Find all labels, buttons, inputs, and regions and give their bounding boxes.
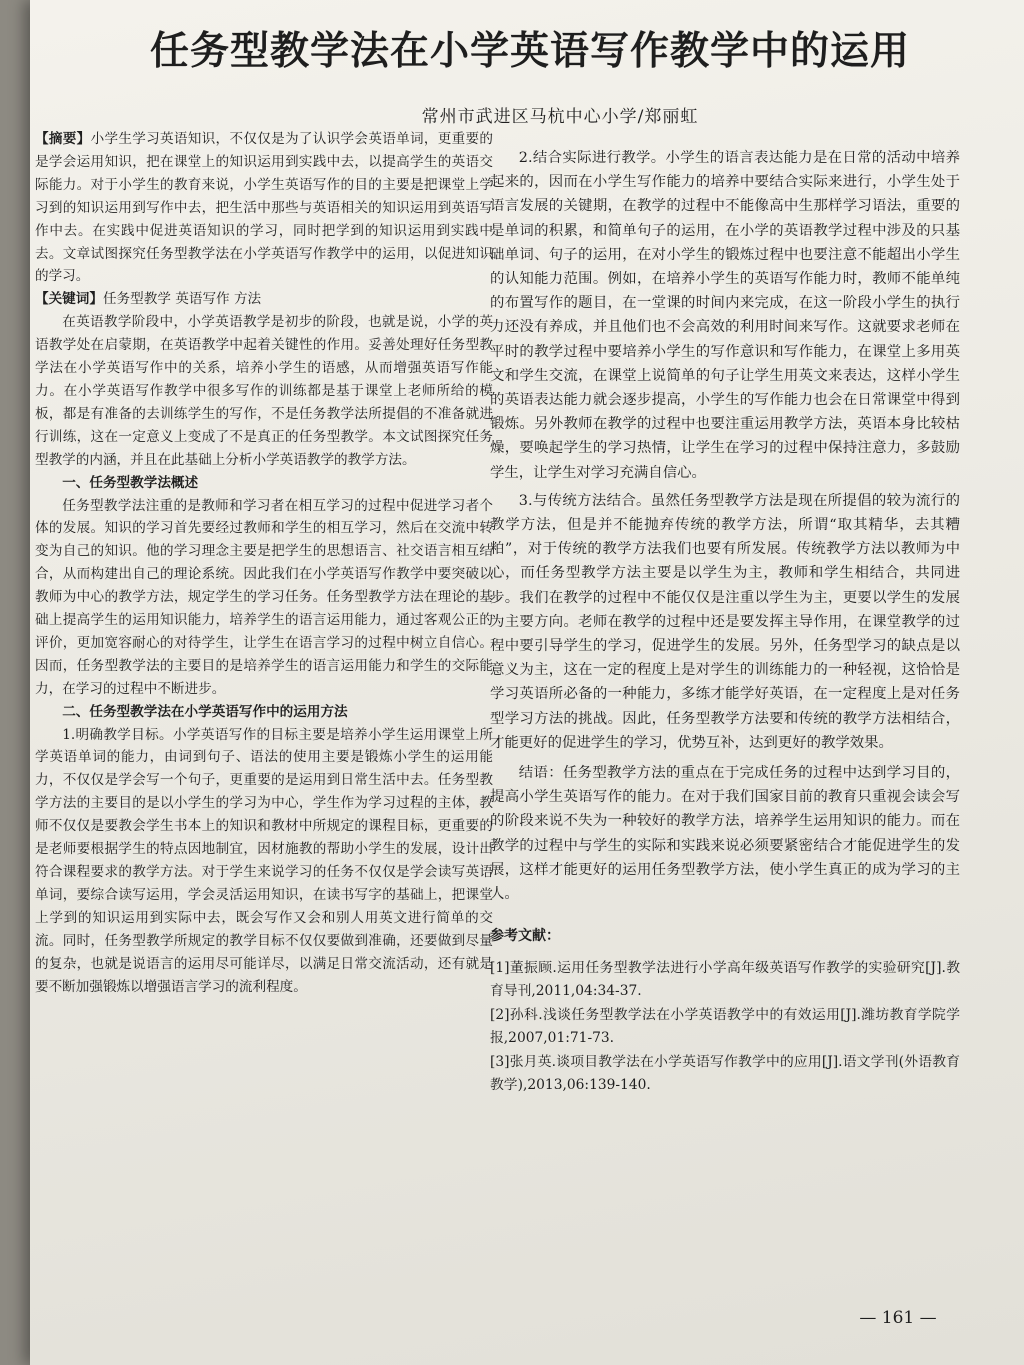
- references-title: 参考文献：: [490, 928, 560, 945]
- abstract-label: 【摘要】: [35, 131, 91, 147]
- intro-paragraph: 在英语教学阶段中，小学英语教学是初步的阶段，也就是说，小学的英语教学处在启蒙期，在英语教学中起着关键性的作用。妥善处理好任务型教学法在小学英语写作中的关系，培养小学生的语感，从而增强英语写作能力。在小学英语写作教学中很多写作的训练都是基于课堂上老师所给的模板，都是有准备的去训练学生的写作，不是任务教学法所提倡的不准备就进行训练，这在一定意义上变成了不是真正的任务型教学。本文试图探究任务型教学的内涵，并且在此基础上分析小学英语教学的教学方法。: [35, 314, 493, 468]
- reference-item: [1]董振顾.运用任务型教学法进行小学高年级英语写作教学的实验研究[J].教育导刊,2011,04:34-37.: [490, 959, 960, 999]
- page-number: — 161 —: [859, 1308, 937, 1328]
- section1-paragraph: 任务型教学法注重的是教师和学习者在相互学习的过程中促进学习者个体的发展。知识的学习首先要经过教师和学生的相互学习，然后在交流中转变为自己的知识。他的学习理念主要是把学生的思想语言、社交语言相互结合，从而构建出自己的理论系统。因此我们在小学英语写作教学中要突破以教师为中心的教学方法，规定学生的学习任务。任务型教学方法在理论的基础上提高学生的运用知识能力，培养学生的语言运用能力，通过客观公正的评价，更加宽容耐心的对待学生，让学生在语言学习的过程中树立自信心。因而，任务型教学法的主要目的是培养学生的语言运用能力和学生的交际能力，在学习的过程中不断进步。: [35, 497, 493, 697]
- point3-paragraph: 3.与传统方法结合。虽然任务型教学方法是现在所提倡的较为流行的教学方法，但是并不能抛弃传统的教学方法，所谓“取其精华，去其糟粕”，对于传统的教学方法我们也要有所发展。传统教学方法以教师为中心，而任务型教学方法主要是以学生为主，教师和学生相结合，共同进步。我们在教学的过程中不能仅仅是注重以学生为主，更要以学生的发展为主要方向。老师在教学的过程中还是要发挥主导作用，在课堂教学的过程中要引导学生的学习，促进学生的发展。另外，任务型学习的缺点是以意义为主，这在一定的程度上是对学生的训练能力的一种轻视，这恰恰是学习英语所必备的一种能力，多练才能学好英语，在一定程度上是对任务型学习方法的挑战。因此，任务型教学方法要和传统的教学方法相结合，才能更好的促进学生的学习，优势互补，达到更好的教学效果。: [490, 492, 960, 751]
- keywords-text: 任务型教学 英语写作 方法: [102, 291, 262, 308]
- keywords-paragraph: [35, 288, 493, 311]
- section-heading-1: 一、任务型教学法概述: [62, 474, 199, 491]
- abstract-text: 小学生学习英语知识，不仅仅是为了认识学会英语单词，更重要的是学会运用知识，把在课堂上的知识运用到实践中去，以提高学生的英语交际能力。对于小学生的教育来说，小学生英语写作的目的主要是把课堂上学习到的知识运用到写作中去，把生活中那些与英语相关的知识运用到英语写作中去。在实践中促进英语知识的学习，同时把学到的知识运用到实践中去。文章试图探究任务型教学法在小学英语写作教学中的运用，以促进知识的学习。: [35, 131, 494, 285]
- journal-page: [30, 0, 1024, 1365]
- section-heading-2: 二、任务型教学法在小学英语写作中的运用方法: [62, 703, 348, 720]
- reference-item: [3]张月英.谈项目教学法在小学英语写作教学中的应用[J].语文学刊(外语教育教学),2013,06:139-140.: [490, 1053, 960, 1093]
- right-column: [490, 146, 960, 1098]
- conclusion-paragraph: 结语：任务型教学方法的重点在于完成任务的过程中达到学习目的，提高小学生英语写作的能力。在对于我们国家目前的教育只重视会读会写的阶段来说不失为一种较好的教学方法，培养学生运用知识的能力。而在教学的过程中与学生的实际和实践来说必须要紧密结合才能促进学生的发展，这样才能更好的运用任务型教学方法，使小学生真正的成为学习的主人。: [490, 765, 960, 903]
- article-title: 任务型教学法在小学英语写作教学中的运用: [149, 28, 910, 74]
- abstract-paragraph: [35, 128, 493, 288]
- left-column: [35, 128, 493, 998]
- point2-paragraph: 2.结合实际进行教学。小学生的语言表达能力是在日常的活动中培养起来的，因而在小学生写作能力的培养中要结合实际来进行，小学生处于语言发展的关键期，在教学的过程中不能像高中生那样学习语法，重要的是单词的积累，和简单句子的运用，在小学的英语教学过程中涉及的只基础单词、句子的运用，在对小学生的锻炼过程中也要注意不能超出小学生的认知能力范围。例如，在培养小学生的英语写作能力时，教师不能单纯的布置写作的题目，在一堂课的时间内来完成，在这一阶段小学生的执行力还没有养成，并且他们也不会高效的利用时间来写作。这就要求老师在平时的教学过程中要培养小学生的写作意识和写作能力，在课堂上多用英文和学生交流，在课堂上说简单的句子让学生用英文来表达，这样小学生的英语表达能力就会逐步提高，小学生的写作能力也会在日常课堂中得到锻炼。另外教师在教学的过程中也要注重运用教学方法，英语本身比较枯燥，要唤起学生的学习热情，让学生在学习的过程中保持注意力，多鼓励学生，让学生对学习充满自信心。: [490, 150, 960, 481]
- keywords-label: 【关键词】: [35, 291, 103, 308]
- point1-paragraph: 1.明确教学目标。小学英语写作的目标主要是培养小学生运用课堂上所学英语单词的能力，由词到句子、语法的使用主要是锻炼小学生的运用能力，不仅仅是学会写一个句子，更重要的是运用到日常生活中去。任务型教学方法的主要目的是以小学生的学习为中心，学生作为学习过程的主体，教师不仅仅是要教会学生书本上的知识和教材中所规定的课程目标，更重要的是老师要根据学生的特点因地制宜，因材施教的帮助小学生的发展，设计出符合课程要求的教学方法。对于学生来说学习的任务不仅仅是学会读写英语单词，要综合读写运用，学会灵活运用知识，在读书写字的基础上，把课堂上学到的知识运用到实际中去，既会写作又会和别人用英文进行简单的交流。同时，任务型教学所规定的教学目标不仅仅要做到准确，还要做到尽量的复杂，也就是说语言的运用尽可能详尽，以满足日常交流活动，还有就是要不断加强锻炼以增强语言学习的流利程度。: [35, 726, 493, 995]
- article-author: 常州市武进区马杭中心小学/郑丽虹: [421, 107, 699, 127]
- reference-item: [2]孙科.浅谈任务型教学法在小学英语教学中的有效运用[J].潍坊教育学院学报,2007,01:71-73.: [490, 1006, 960, 1046]
